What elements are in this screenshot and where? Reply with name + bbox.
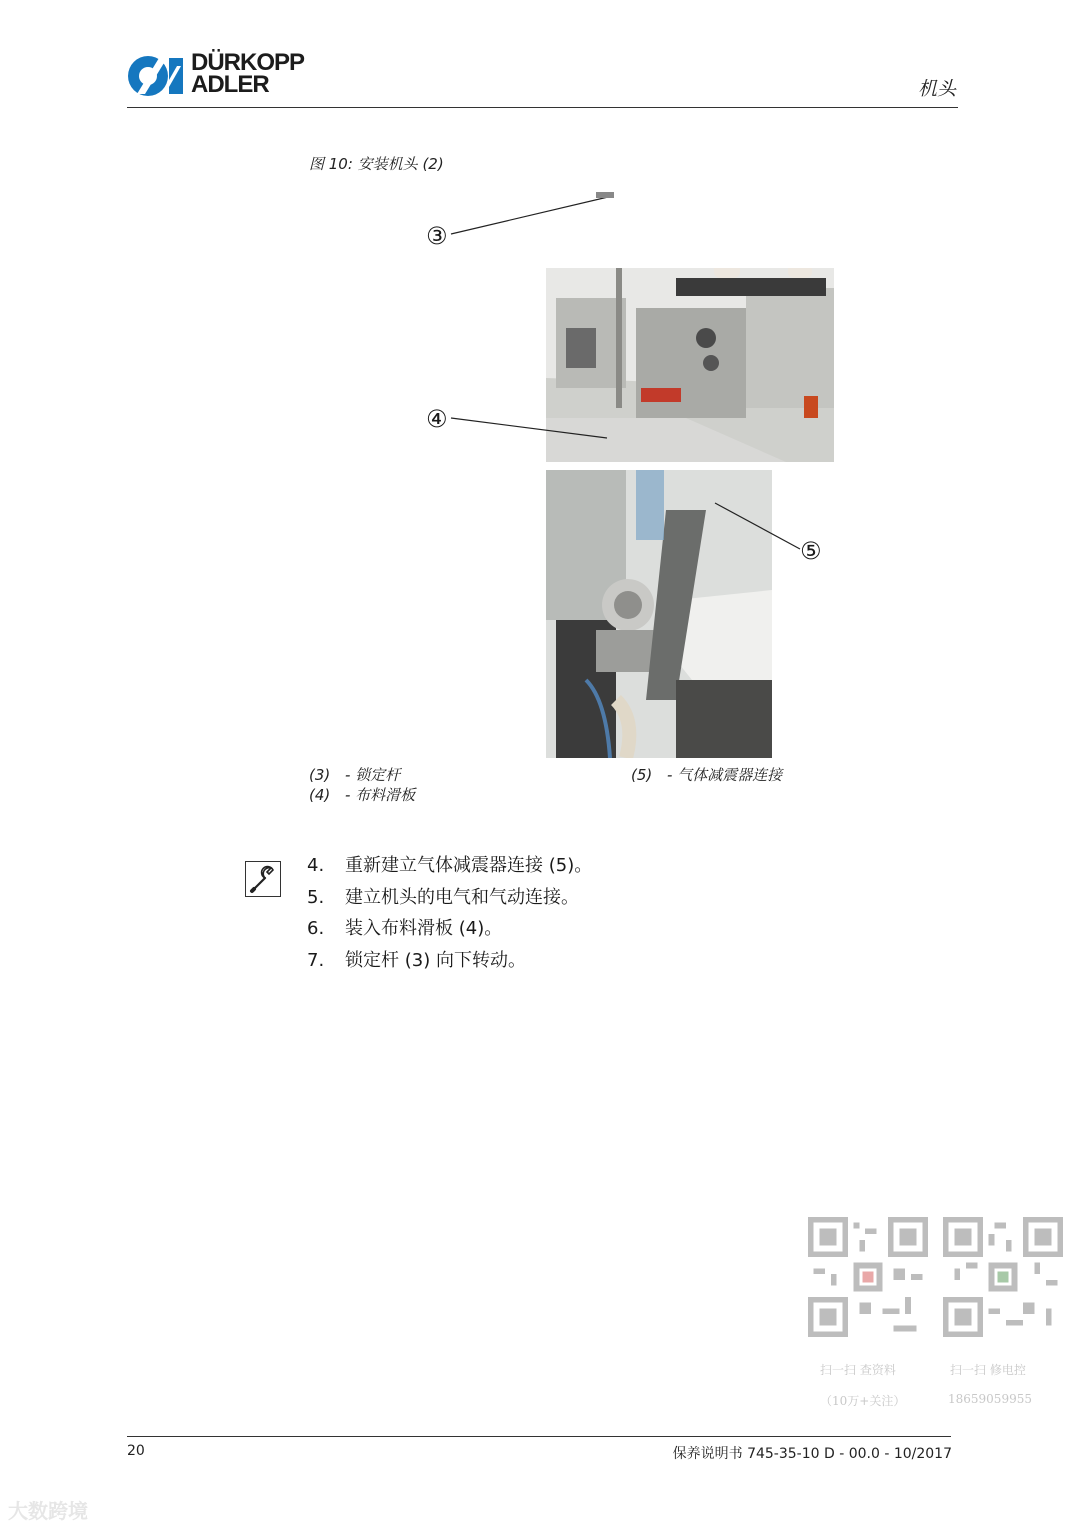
step-item bbox=[307, 882, 592, 914]
step-number: 5. bbox=[307, 886, 325, 908]
legend-text: - 布料滑板 bbox=[345, 786, 416, 804]
qr-right-caption-2: 18659059955 bbox=[948, 1392, 1032, 1406]
qr-right-caption-1: 扫一扫 修电控 bbox=[950, 1363, 1026, 1377]
callout-4: ④ bbox=[426, 405, 448, 433]
qr-code-icon bbox=[808, 1217, 928, 1337]
step-number: 6. bbox=[307, 918, 325, 939]
step-text: 装入布料滑板 (4)。 bbox=[345, 918, 503, 939]
step-item bbox=[307, 945, 592, 977]
brand-line-2: ADLER bbox=[191, 71, 269, 98]
legend-num: (3) bbox=[309, 766, 331, 784]
qr-left-caption-2: （10万+关注） bbox=[820, 1394, 906, 1408]
callout-3: ③ bbox=[426, 222, 448, 250]
step-item bbox=[307, 850, 592, 882]
step-number: 7. bbox=[307, 949, 325, 971]
instruction-steps bbox=[307, 850, 592, 976]
step-text: 重新建立气体减震器连接 (5)。 bbox=[345, 855, 593, 876]
damper-connection-photo bbox=[546, 470, 772, 758]
step-number: 4. bbox=[307, 855, 325, 876]
legend-num: (4) bbox=[309, 786, 331, 804]
callout-5: ⑤ bbox=[800, 537, 822, 565]
qr-left-caption-1: 扫一扫 查资料 bbox=[820, 1363, 896, 1377]
legend-item-4 bbox=[309, 784, 415, 805]
section-title: 机头 bbox=[917, 78, 956, 100]
step-item bbox=[307, 913, 592, 945]
brand-name bbox=[191, 49, 305, 98]
footer-divider bbox=[127, 1436, 951, 1437]
wrench-icon bbox=[245, 861, 281, 897]
legend-num: (5) bbox=[631, 766, 653, 784]
qr-code-icon bbox=[943, 1217, 1063, 1337]
figure-caption: 图 10: 安装机头 (2) bbox=[309, 155, 444, 173]
brand-line-1: DÜRKOPP bbox=[191, 49, 305, 76]
page-number: 20 bbox=[127, 1443, 145, 1459]
duerkopp-adler-logo-mark bbox=[127, 54, 185, 98]
step-text: 锁定杆 (3) 向下转动。 bbox=[345, 949, 526, 971]
legend-text: - 锁定杆 bbox=[345, 766, 401, 784]
brand-logo bbox=[127, 49, 327, 100]
document-info: 保养说明书 745-35-10 D - 00.0 - 10/2017 bbox=[672, 1446, 952, 1462]
header-divider bbox=[127, 107, 958, 108]
legend-item-3 bbox=[309, 764, 400, 785]
legend-text: - 气体减震器连接 bbox=[667, 766, 783, 784]
step-text: 建立机头的电气和气动连接。 bbox=[345, 886, 579, 908]
legend-item-5 bbox=[631, 764, 782, 785]
bottom-watermark: 大数跨境 bbox=[8, 1499, 88, 1523]
machine-head-photo bbox=[546, 268, 834, 462]
